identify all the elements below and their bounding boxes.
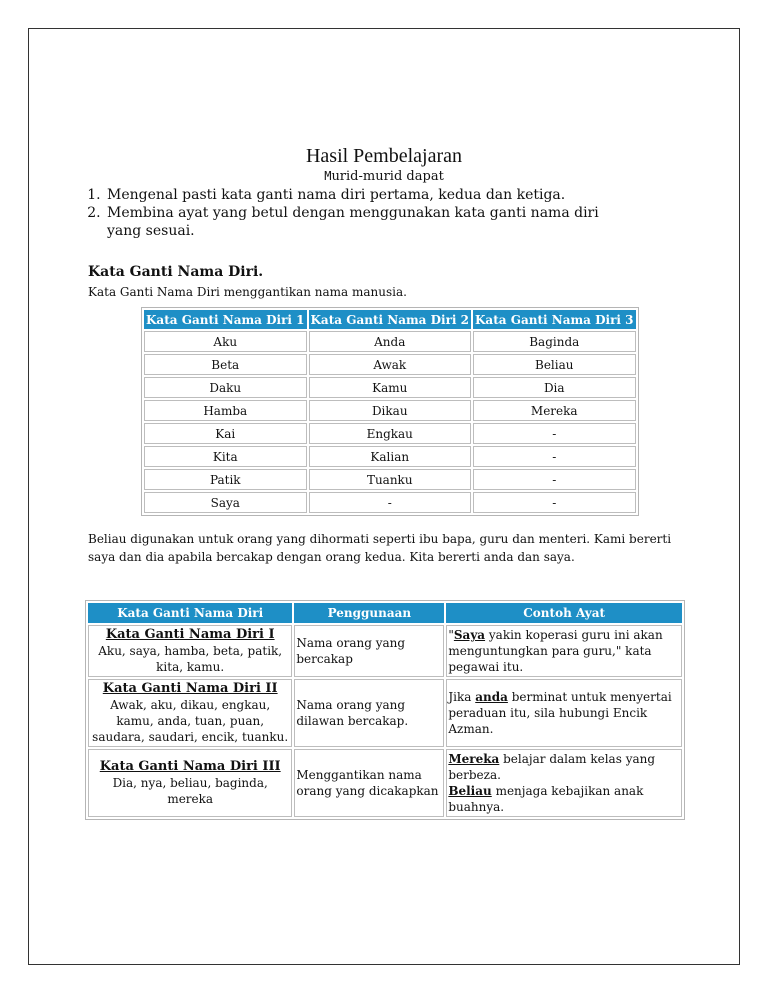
pronoun-type-label: Kata Ganti Nama Diri I	[105, 627, 275, 642]
table-header-row	[88, 603, 682, 623]
column-header: Kata Ganti Nama Diri 2	[309, 310, 472, 329]
pronoun-words: Aku, saya, hamba, beta, patik, kita, kamu.	[98, 644, 283, 674]
pronoun-type-cell	[88, 625, 292, 677]
column-header: Contoh Ayat	[446, 603, 682, 623]
table-cell: -	[309, 492, 472, 513]
page-title: Hasil Pembelajaran	[305, 145, 463, 167]
example-sentence-cell	[446, 749, 682, 817]
table-row	[144, 400, 636, 421]
table-cell: Saya	[144, 492, 307, 513]
pronoun-table-body	[144, 331, 636, 513]
pronoun-type-label: Kata Ganti Nama Diri II	[102, 681, 278, 696]
outcome-item: 2. Membina ayat yang betul dengan menggunakan kata ganti nama diri yang sesuai.	[105, 204, 625, 240]
table-cell: Daku	[144, 377, 307, 398]
pronoun-words: Awak, aku, dikau, engkau, kamu, anda, tuan, puan, saudara, saudari, encik, tuanku.	[92, 698, 289, 744]
table-header-row	[144, 310, 636, 329]
learning-outcomes-list	[89, 186, 625, 240]
example-text: "	[448, 628, 454, 642]
table-row	[88, 749, 682, 817]
usage-cell: Menggantikan nama orang yang dicakapkan	[294, 749, 444, 817]
table-cell: Dikau	[309, 400, 472, 421]
example-keyword: anda	[475, 690, 508, 704]
subtitle-rest: urid-murid dapat	[331, 169, 444, 184]
table-cell: Kita	[144, 446, 307, 467]
explanation-paragraph: Beliau digunakan untuk orang yang dihormati seperti ibu bapa, guru dan menteri. Kami bererti saya dan dia apabila bercakap dengan orang kedua. Kita bererti anda dan saya.	[88, 532, 672, 564]
example-text: yakin koperasi guru ini akan menguntungkan para guru," kata pegawai itu.	[448, 628, 663, 674]
table-cell: Kai	[144, 423, 307, 444]
table-cell: Anda	[309, 331, 472, 352]
table-cell: Hamba	[144, 400, 307, 421]
table-cell: Mereka	[473, 400, 636, 421]
outcome-item: 1. Mengenal pasti kata ganti nama diri pertama, kedua dan ketiga.	[105, 186, 625, 204]
pronoun-type-cell	[88, 679, 292, 747]
table-row	[144, 423, 636, 444]
table-row	[88, 679, 682, 747]
subtitle-initial: M	[324, 169, 332, 183]
example-text: belajar dalam kelas yang berbeza.	[448, 752, 656, 782]
column-header: Kata Ganti Nama Diri 3	[473, 310, 636, 329]
column-header: Kata Ganti Nama Diri 1	[144, 310, 307, 329]
pronoun-table	[141, 307, 639, 516]
table-row	[144, 469, 636, 490]
table-cell: Kamu	[309, 377, 472, 398]
table-row	[88, 625, 682, 677]
table-cell: -	[473, 469, 636, 490]
table-cell: Kalian	[309, 446, 472, 467]
pronoun-words: Dia, nya, beliau, baginda, mereka	[112, 776, 268, 806]
usage-table-body	[88, 625, 682, 817]
table-cell: Patik	[144, 469, 307, 490]
usage-cell: Nama orang yang bercakap	[294, 625, 444, 677]
example-sentence-cell	[446, 679, 682, 747]
section-description: Kata Ganti Nama Diri menggantikan nama manusia.	[88, 285, 407, 299]
usage-cell: Nama orang yang dilawan bercakap.	[294, 679, 444, 747]
table-cell: Tuanku	[309, 469, 472, 490]
example-text: berminat untuk menyertai peraduan itu, sila hubungi Encik Azman.	[448, 690, 672, 736]
table-cell: -	[473, 423, 636, 444]
pronoun-type-label: Kata Ganti Nama Diri III	[99, 759, 281, 774]
table-row	[144, 446, 636, 467]
example-sentence-cell	[446, 625, 682, 677]
table-cell: Dia	[473, 377, 636, 398]
table-cell: -	[473, 446, 636, 467]
example-keyword: Mereka	[448, 752, 500, 766]
table-cell: Baginda	[473, 331, 636, 352]
table-row	[144, 331, 636, 352]
table-cell: Awak	[309, 354, 472, 375]
example-keyword: Beliau	[448, 784, 492, 798]
table-row	[144, 492, 636, 513]
table-cell: Beta	[144, 354, 307, 375]
usage-table	[85, 600, 685, 820]
example-text: Jika	[448, 690, 476, 704]
table-row	[144, 377, 636, 398]
table-cell: Aku	[144, 331, 307, 352]
table-cell: Engkau	[309, 423, 472, 444]
pronoun-type-cell	[88, 749, 292, 817]
table-row	[144, 354, 636, 375]
table-cell: Beliau	[473, 354, 636, 375]
page-subtitle	[29, 169, 739, 184]
example-text: menjaga kebajikan anak buahnya.	[448, 784, 644, 814]
column-header: Kata Ganti Nama Diri	[88, 603, 292, 623]
column-header: Penggunaan	[294, 603, 444, 623]
table-cell: -	[473, 492, 636, 513]
example-keyword: Saya	[453, 628, 486, 642]
section-title: Kata Ganti Nama Diri.	[88, 264, 264, 280]
document-page	[28, 28, 740, 965]
